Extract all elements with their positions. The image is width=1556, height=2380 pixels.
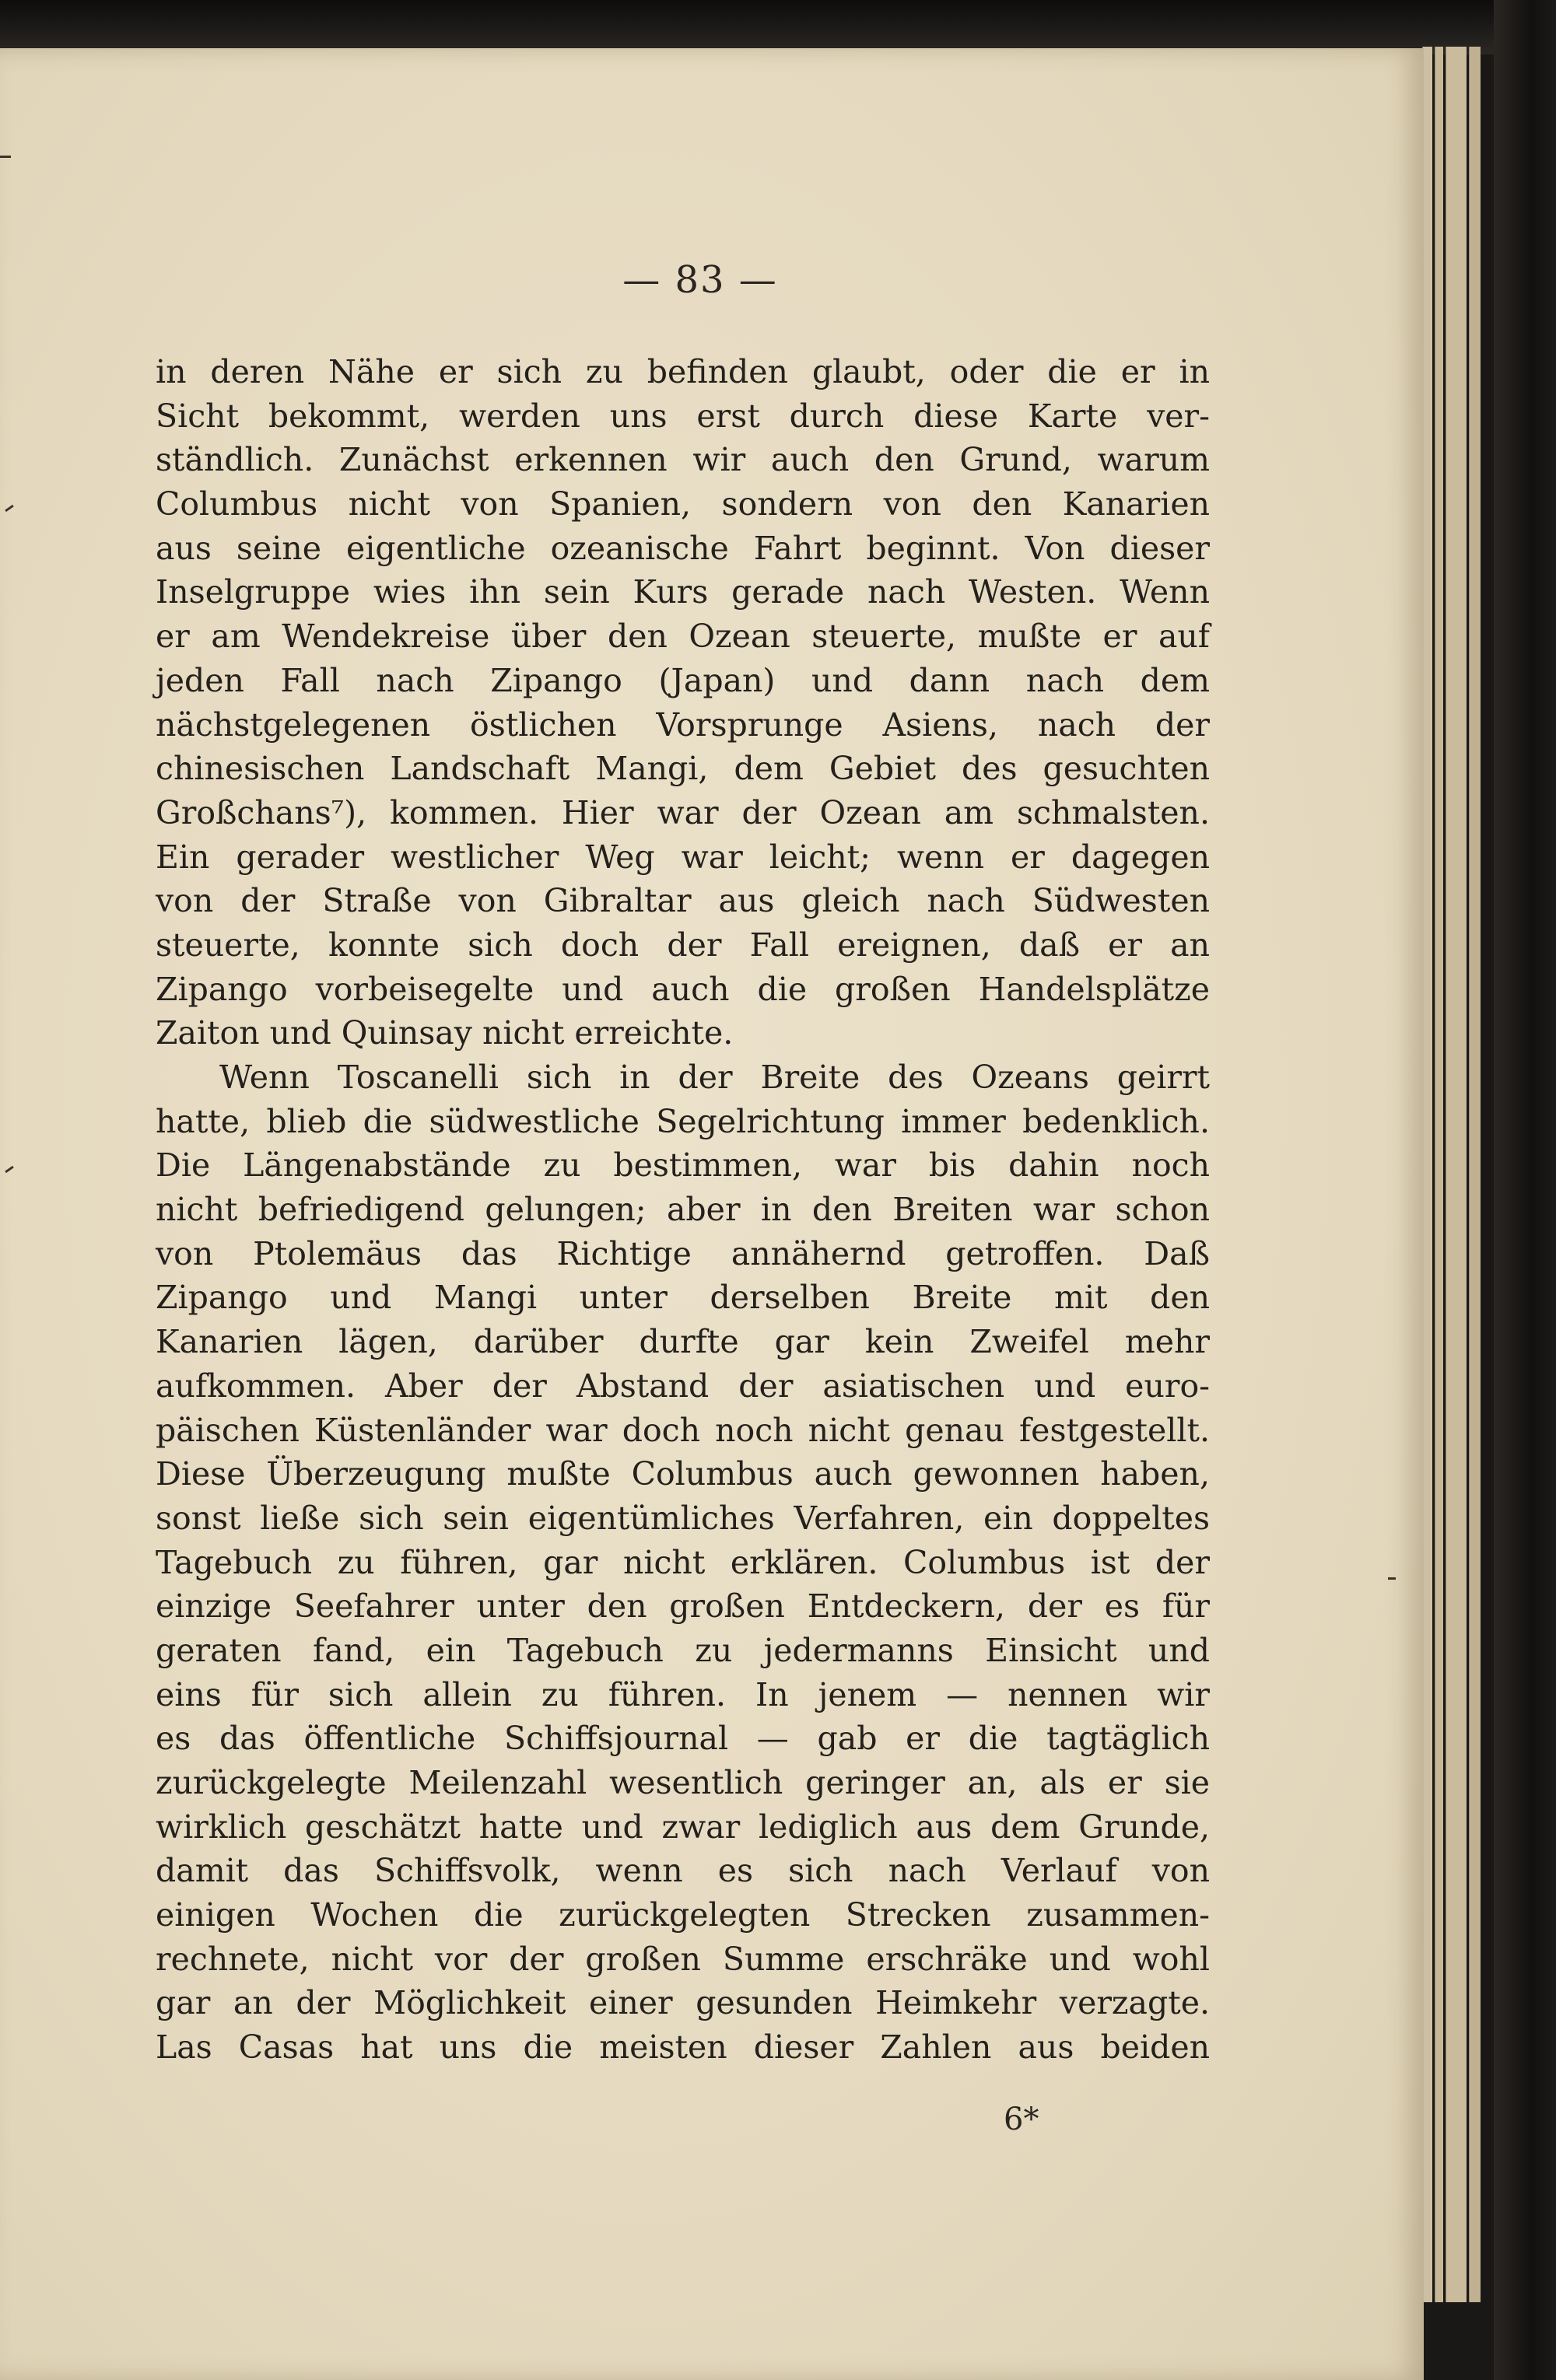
margin-mark [5,1166,14,1173]
text-line: hatte, blieb die südwestliche Segelrichtung immer bedenklich. [156,1102,1210,1140]
text-line: es das öffentliche Schiffsjournal — gab er die tagtäglich [156,1720,1210,1758]
text-line: einigen Wochen die zurückgelegten Strecken zusammen- [156,1896,1210,1934]
book-cover-top [0,0,1556,54]
text-line: zurückgelegte Meilenzahl wesentlich geringer an, als er sie [156,1764,1210,1801]
page-number: — 83 — [622,258,778,302]
text-line: ständlich. Zunächst erkennen wir auch den Grund, warum [156,441,1210,479]
margin-mark [0,156,11,158]
margin-mark [1388,1577,1396,1580]
page-edge [1446,47,1467,2302]
text-line: Zaiton und Quinsay nicht erreichte. [156,1014,734,1052]
text-line: sonst ließe sich sein eigentümliches Verfahren, ein doppeltes [156,1499,1210,1537]
signature-mark: 6* [1004,2102,1039,2137]
margin-mark [5,505,14,512]
text-line: aufkommen. Aber der Abstand der asiatischen und euro- [156,1367,1210,1405]
text-line: eins für sich allein zu führen. In jenem — nennen wir [156,1675,1210,1713]
text-line: Kanarien lägen, darüber durfte gar kein Zweifel mehr [156,1323,1210,1361]
text-line: Inselgruppe wies ihn sein Kurs gerade nach Westen. Wenn [156,573,1210,611]
text-line: jeden Fall nach Zipango (Japan) und dann nach dem [156,661,1210,699]
book-cover-spine [1494,0,1556,2380]
text-line: er am Wendekreise über den Ozean steuerte, mußte er auf [156,618,1210,656]
text-line: Die Längenabstände zu bestimmen, war bis dahin noch [156,1146,1210,1185]
page-edge [1435,47,1443,2302]
text-line: aus seine eigentliche ozeanische Fahrt beginnt. Von dieser [156,529,1210,567]
text-line: rechnete, nicht vor der großen Summe erschräke und wohl [156,1940,1210,1978]
text-line: nächstgelegenen östlichen Vorsprunge Asiens, nach der [156,705,1210,744]
text-line: Zipango vorbeisegelte und auch die großen Handelsplätze [156,970,1210,1008]
page-edge [1469,47,1481,2302]
text-line: Ein gerader westlicher Weg war leicht; wenn er dagegen [156,838,1210,876]
text-line: Diese Überzeugung mußte Columbus auch gewonnen haben, [156,1455,1210,1493]
text-line: von der Straße von Gibraltar aus gleich nach Südwesten [156,882,1210,920]
text-line: gar an der Möglichkeit einer gesunden Heimkehr verzagte. [156,1984,1210,2022]
text-line: Columbus nicht von Spanien, sondern von den Kanarien [156,485,1210,523]
text-line: Großchans⁷), kommen. Hier war der Ozean am schmalsten. [156,793,1210,831]
text-line: steuerte, konnte sich doch der Fall ereignen, daß er an [156,926,1210,964]
text-line: Tagebuch zu führen, gar nicht erklären. Columbus ist der [156,1543,1210,1581]
text-line: Zipango und Mangi unter derselben Breite mit den [156,1279,1210,1317]
text-line: einzige Seefahrer unter den großen Entdeckern, der es für [156,1587,1210,1626]
body-text [156,350,1210,2070]
text-line: wirklich geschätzt hatte und zwar lediglich aus dem Grunde, [156,1808,1210,1846]
text-line: in deren Nähe er sich zu befinden glaubt, oder die er in [156,353,1210,390]
text-line: nicht befriedigend gelungen; aber in den Breiten war schon [156,1191,1210,1229]
text-line: damit das Schiffsvolk, wenn es sich nach Verlauf von [156,1852,1210,1890]
text-line: von Ptolemäus das Richtige annähernd getroffen. Daß [156,1234,1210,1272]
text-line: chinesischen Landschaft Mangi, dem Gebiet des gesuchten [156,750,1210,788]
text-line: Las Casas hat uns die meisten dieser Zahlen aus beiden [156,2028,1210,2067]
text-line: päischen Küstenländer war doch noch nicht genau festgestellt. [156,1411,1210,1449]
text-line: geraten fand, ein Tagebuch zu jedermanns Einsicht und [156,1631,1210,1669]
text-line: Wenn Toscanelli sich in der Breite des Ozeans geirrt [219,1059,1210,1096]
book-page [0,48,1424,2380]
text-line: Sicht bekommt, werden uns erst durch diese Karte ver- [156,397,1210,435]
